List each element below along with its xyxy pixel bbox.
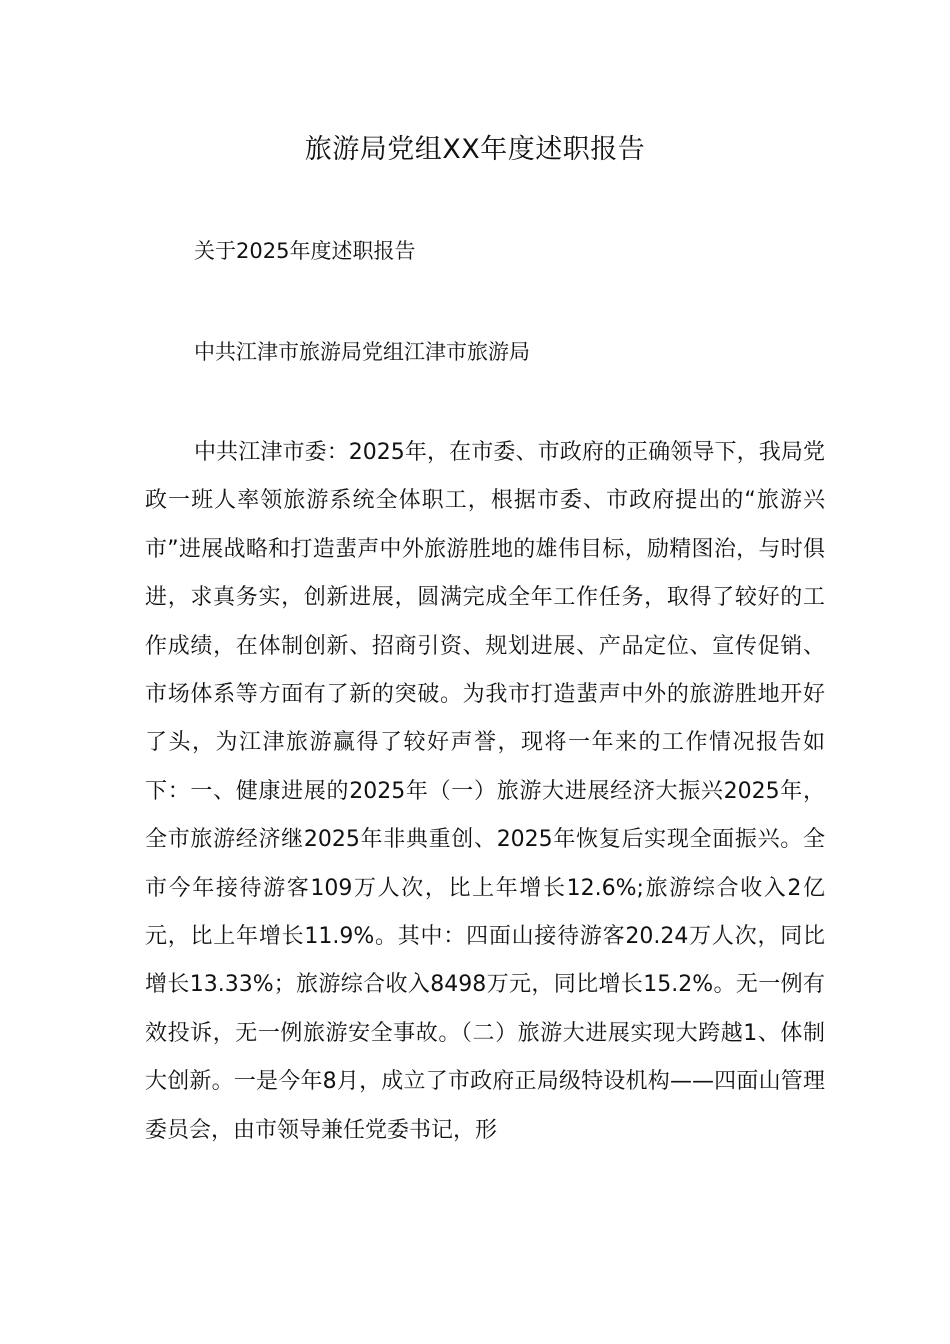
report-subtitle: 关于2025年度述职报告: [194, 239, 416, 263]
issuing-organization: 中共江津市旅游局党组江津市旅游局: [194, 340, 530, 364]
document-title: 旅游局党组XX年度述职报告: [304, 134, 646, 165]
report-body-paragraph: 中共江津市委：2025年，在市委、市政府的正确领导下，我局党政一班人率领旅游系统全体职工，根据市委、市政府提出的“旅游兴市”进展战略和打造蜚声中外旅游胜地的雄伟目标，励精图治，与时俱进，求真务实，创新进展，圆满完成全年工作任务，取得了较好的工作成绩，在体制创新、招商引资、规划进展、产品定位、宣传促销、市场体系等方面有了新的突破。为我市打造蜚声中外的旅游胜地开好了头，为江津旅游赢得了较好声誉，现将一年来的工作情况报告如下：一、健康进展的2025年（一）旅游大进展经济大振兴2025年，全市旅游经济继2025年非典重创、2025年恢复后实现全面振兴。全市今年接待游客109万人次，比上年增长12.6%;旅游综合收入2亿元，比上年增长11.9%。其中：四面山接待游客20.24万人次，同比增长13.33%；旅游综合收入8498万元，同比增长15.2%。无一例有效投诉，无一例旅游安全事故。（二）旅游大进展实现大跨越1、体制大创新。一是今年8月，成立了市政府正局级特设机构——四面山管理委员会，由市领导兼任党委书记，形: [145, 440, 825, 1143]
